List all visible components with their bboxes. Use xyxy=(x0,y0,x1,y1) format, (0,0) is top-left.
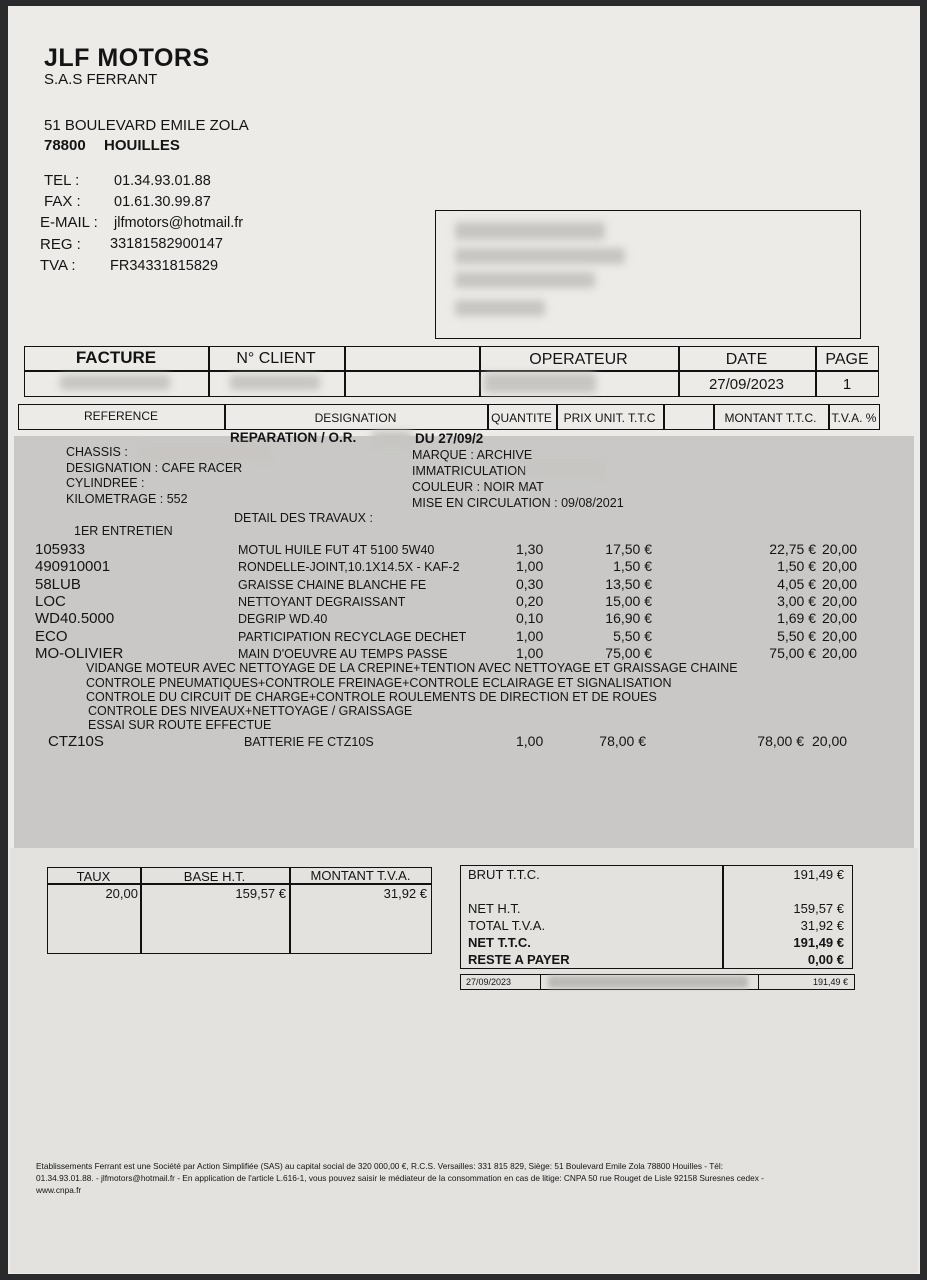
item-unit-price: 1,50 € xyxy=(613,558,652,574)
item-quantity: 1,00 xyxy=(516,628,544,644)
item-reference: CTZ10S xyxy=(48,733,104,750)
item-reference: 58LUB xyxy=(35,576,81,593)
item-designation: MAIN D'OEUVRE AU TEMPS PASSE xyxy=(238,647,448,661)
vat-header-rate: TAUX xyxy=(76,869,111,884)
contact-label: E-MAIL : xyxy=(40,214,98,231)
item-unit-price: 78,00 € xyxy=(599,733,646,749)
redacted-client-number xyxy=(230,375,320,390)
item-amount: 3,00 € xyxy=(777,593,816,609)
item-designation: PARTICIPATION RECYCLAGE DECHET xyxy=(238,630,467,644)
payment-date: 27/09/2023 xyxy=(466,977,512,987)
vat-rate-value: 20,00 xyxy=(105,886,138,901)
vat-base-value: 159,57 € xyxy=(235,886,286,901)
work-details-title: DETAIL DES TRAVAUX : xyxy=(234,511,373,525)
work-note: CONTROLE DES NIVEAUX+NETTOYAGE / GRAISSAGE xyxy=(88,704,413,718)
brut-ttc-label: BRUT T.T.C. xyxy=(468,867,540,882)
redacted-customer-address xyxy=(455,222,605,240)
item-vat-rate: 20,00 xyxy=(822,645,858,661)
facture-label: FACTURE xyxy=(75,348,157,367)
contact-label: REG : xyxy=(40,236,81,253)
item-designation: BATTERIE FE CTZ10S xyxy=(244,735,374,749)
item-amount: 22,75 € xyxy=(769,541,816,557)
contact-label: TVA : xyxy=(40,257,76,274)
redacted-customer-address xyxy=(455,248,625,264)
column-divider xyxy=(663,404,665,430)
total-tva-value: 31,92 € xyxy=(800,918,844,933)
work-note: VIDANGE MOTEUR AVEC NETTOYAGE DE LA CREPINE+TENTION AVEC NETTOYAGE ET GRAISSAGE CHAINE xyxy=(86,661,738,675)
net-ht-value: 159,57 € xyxy=(793,901,844,916)
vat-header-base: BASE H.T. xyxy=(183,869,246,884)
client-number-label: N° CLIENT xyxy=(236,350,316,367)
invoice-date: 27/09/2023 xyxy=(708,376,785,393)
redacted-payment-method xyxy=(548,976,748,988)
redacted-operator xyxy=(484,373,596,393)
item-reference: LOC xyxy=(35,593,66,610)
vehicle-color: COULEUR : NOIR MAT xyxy=(412,480,544,494)
vehicle-designation: DESIGNATION : CAFE RACER xyxy=(66,461,243,475)
company-legal-name: S.A.S FERRANT xyxy=(44,71,158,88)
vehicle-cylindree: CYLINDREE : xyxy=(66,476,145,490)
item-amount: 4,05 € xyxy=(777,576,816,592)
item-quantity: 0,10 xyxy=(516,610,544,626)
contact-value: 33181582900147 xyxy=(110,236,223,252)
operator-label: OPERATEUR xyxy=(529,351,628,368)
vehicle-registration-label: IMMATRICULATION xyxy=(412,464,527,478)
item-designation: DEGRIP WD.40 xyxy=(238,612,328,626)
line-item xyxy=(0,610,927,628)
contact-value: 01.34.93.01.88 xyxy=(114,173,211,189)
col-quantity: QUANTITE xyxy=(491,411,552,425)
col-vat-rate: T.V.A. % xyxy=(831,411,877,425)
item-unit-price: 13,50 € xyxy=(605,576,652,592)
redacted-customer-address xyxy=(455,300,545,316)
item-unit-price: 15,00 € xyxy=(605,593,652,609)
net-ttc-label: NET T.T.C. xyxy=(468,935,531,950)
col-designation: DESIGNATION xyxy=(314,411,397,425)
col-unit-price: PRIX UNIT. T.T.C xyxy=(563,411,656,425)
line-item xyxy=(0,558,927,576)
net-ht-label: NET H.T. xyxy=(468,901,521,916)
contact-value: FR34331815829 xyxy=(110,258,219,274)
amount-due-value: 0,00 € xyxy=(807,952,844,967)
redacted-chassis xyxy=(138,446,270,459)
item-vat-rate: 20,00 xyxy=(822,541,858,557)
item-vat-rate: 20,00 xyxy=(822,593,858,609)
totals-divider xyxy=(722,865,724,969)
vat-amount-value: 31,92 € xyxy=(383,886,427,901)
item-reference: 105933 xyxy=(35,541,86,558)
work-note: CONTROLE PNEUMATIQUES+CONTROLE FREINAGE+CONTROLE ECLAIRAGE ET SIGNALISATION xyxy=(86,676,672,690)
redacted-order-number xyxy=(372,431,412,445)
line-item xyxy=(0,541,927,559)
item-unit-price: 16,90 € xyxy=(605,610,652,626)
header-table-divider xyxy=(24,370,879,372)
vehicle-chassis: CHASSIS : xyxy=(66,445,128,459)
col-reference: REFERENCE xyxy=(83,409,158,423)
payment-divider xyxy=(540,974,541,990)
vehicle-brand: MARQUE : ARCHIVE xyxy=(412,448,533,462)
total-tva-label: TOTAL T.V.A. xyxy=(468,918,546,933)
item-amount: 1,50 € xyxy=(777,558,816,574)
work-note: ESSAI SUR ROUTE EFFECTUE xyxy=(88,718,272,732)
item-vat-rate: 20,00 xyxy=(822,576,858,592)
item-quantity: 1,00 xyxy=(516,733,544,749)
repair-title: REPARATION / O.R. xyxy=(230,430,357,445)
vehicle-first-registration: MISE EN CIRCULATION : 09/08/2021 xyxy=(412,496,624,510)
item-vat-rate: 20,00 xyxy=(812,733,848,749)
contact-value: 01.61.30.99.87 xyxy=(114,194,211,210)
vat-header-amount: MONTANT T.V.A. xyxy=(310,868,411,883)
item-unit-price: 75,00 € xyxy=(605,645,652,661)
line-item xyxy=(0,593,927,611)
line-item xyxy=(0,733,927,751)
item-quantity: 0,20 xyxy=(516,593,544,609)
item-amount: 78,00 € xyxy=(757,733,804,749)
redacted-customer-address xyxy=(455,272,595,288)
item-amount: 1,69 € xyxy=(777,610,816,626)
page-label: PAGE xyxy=(825,351,869,368)
item-designation: NETTOYANT DEGRAISSANT xyxy=(238,595,406,609)
item-reference: ECO xyxy=(35,628,68,645)
item-vat-rate: 20,00 xyxy=(822,628,858,644)
item-quantity: 1,00 xyxy=(516,645,544,661)
item-quantity: 1,30 xyxy=(516,541,544,557)
date-label: DATE xyxy=(725,351,768,368)
item-reference: 490910001 xyxy=(35,558,111,575)
contact-value: jlfmotors@hotmail.fr xyxy=(114,215,244,231)
header-table-divider xyxy=(344,346,346,397)
item-vat-rate: 20,00 xyxy=(822,558,858,574)
footer-line: Etablissements Ferrant est une Société par Action Simplifiée (SAS) au capital social de 320 000,00 €, R.C.S. Versailles: 331 815 829, Siège: 51 Boulevard Emile Zola 78800 Houilles - Tél: xyxy=(36,1161,724,1171)
brut-ttc-value: 191,49 € xyxy=(793,867,844,882)
item-designation: MOTUL HUILE FUT 4T 5100 5W40 xyxy=(238,543,435,557)
item-unit-price: 17,50 € xyxy=(605,541,652,557)
footer-line: www.cnpa.fr xyxy=(36,1185,82,1195)
company-postcode: 78800 xyxy=(44,137,86,154)
col-amount: MONTANT T.T.C. xyxy=(724,411,817,425)
item-reference: WD40.5000 xyxy=(35,610,115,627)
redacted-invoice-number xyxy=(60,375,170,390)
service-title: 1ER ENTRETIEN xyxy=(74,524,173,538)
company-city: HOUILLES xyxy=(104,137,180,154)
amount-due-label: RESTE A PAYER xyxy=(468,952,570,967)
payment-amount: 191,49 € xyxy=(812,977,848,987)
redacted-registration xyxy=(526,462,604,476)
item-amount: 5,50 € xyxy=(777,628,816,644)
item-quantity: 1,00 xyxy=(516,558,544,574)
line-item xyxy=(0,628,927,646)
company-name: JLF MOTORS xyxy=(44,44,210,72)
item-designation: GRAISSE CHAINE BLANCHE FE xyxy=(238,578,427,592)
item-reference: MO-OLIVIER xyxy=(35,645,124,662)
line-item xyxy=(0,576,927,594)
page-number: 1 xyxy=(842,376,852,393)
vehicle-mileage: KILOMETRAGE : 552 xyxy=(66,492,188,506)
company-address: 51 BOULEVARD EMILE ZOLA xyxy=(44,117,249,134)
work-note: CONTROLE DU CIRCUIT DE CHARGE+CONTROLE ROULEMENTS DE DIRECTION ET DE ROUES xyxy=(86,690,657,704)
net-ttc-value: 191,49 € xyxy=(793,935,844,950)
payment-divider xyxy=(758,974,759,990)
item-quantity: 0,30 xyxy=(516,576,544,592)
repair-date: DU 27/09/2 xyxy=(415,431,484,446)
item-designation: RONDELLE-JOINT,10.1X14.5X - KAF-2 xyxy=(238,560,460,574)
contact-label: FAX : xyxy=(44,193,81,210)
footer-line: 01.34.93.01.88. - jlfmotors@hotmail.fr - En application de l'article L.616-1, vous pouvez saisir le médiateur de la consommation en cas de litige: CNPA 50 rue Rouget de Lisle 92158 Suresnes cedex - xyxy=(36,1173,764,1183)
contact-label: TEL : xyxy=(44,172,80,189)
item-unit-price: 5,50 € xyxy=(613,628,652,644)
item-amount: 75,00 € xyxy=(769,645,816,661)
item-vat-rate: 20,00 xyxy=(822,610,858,626)
